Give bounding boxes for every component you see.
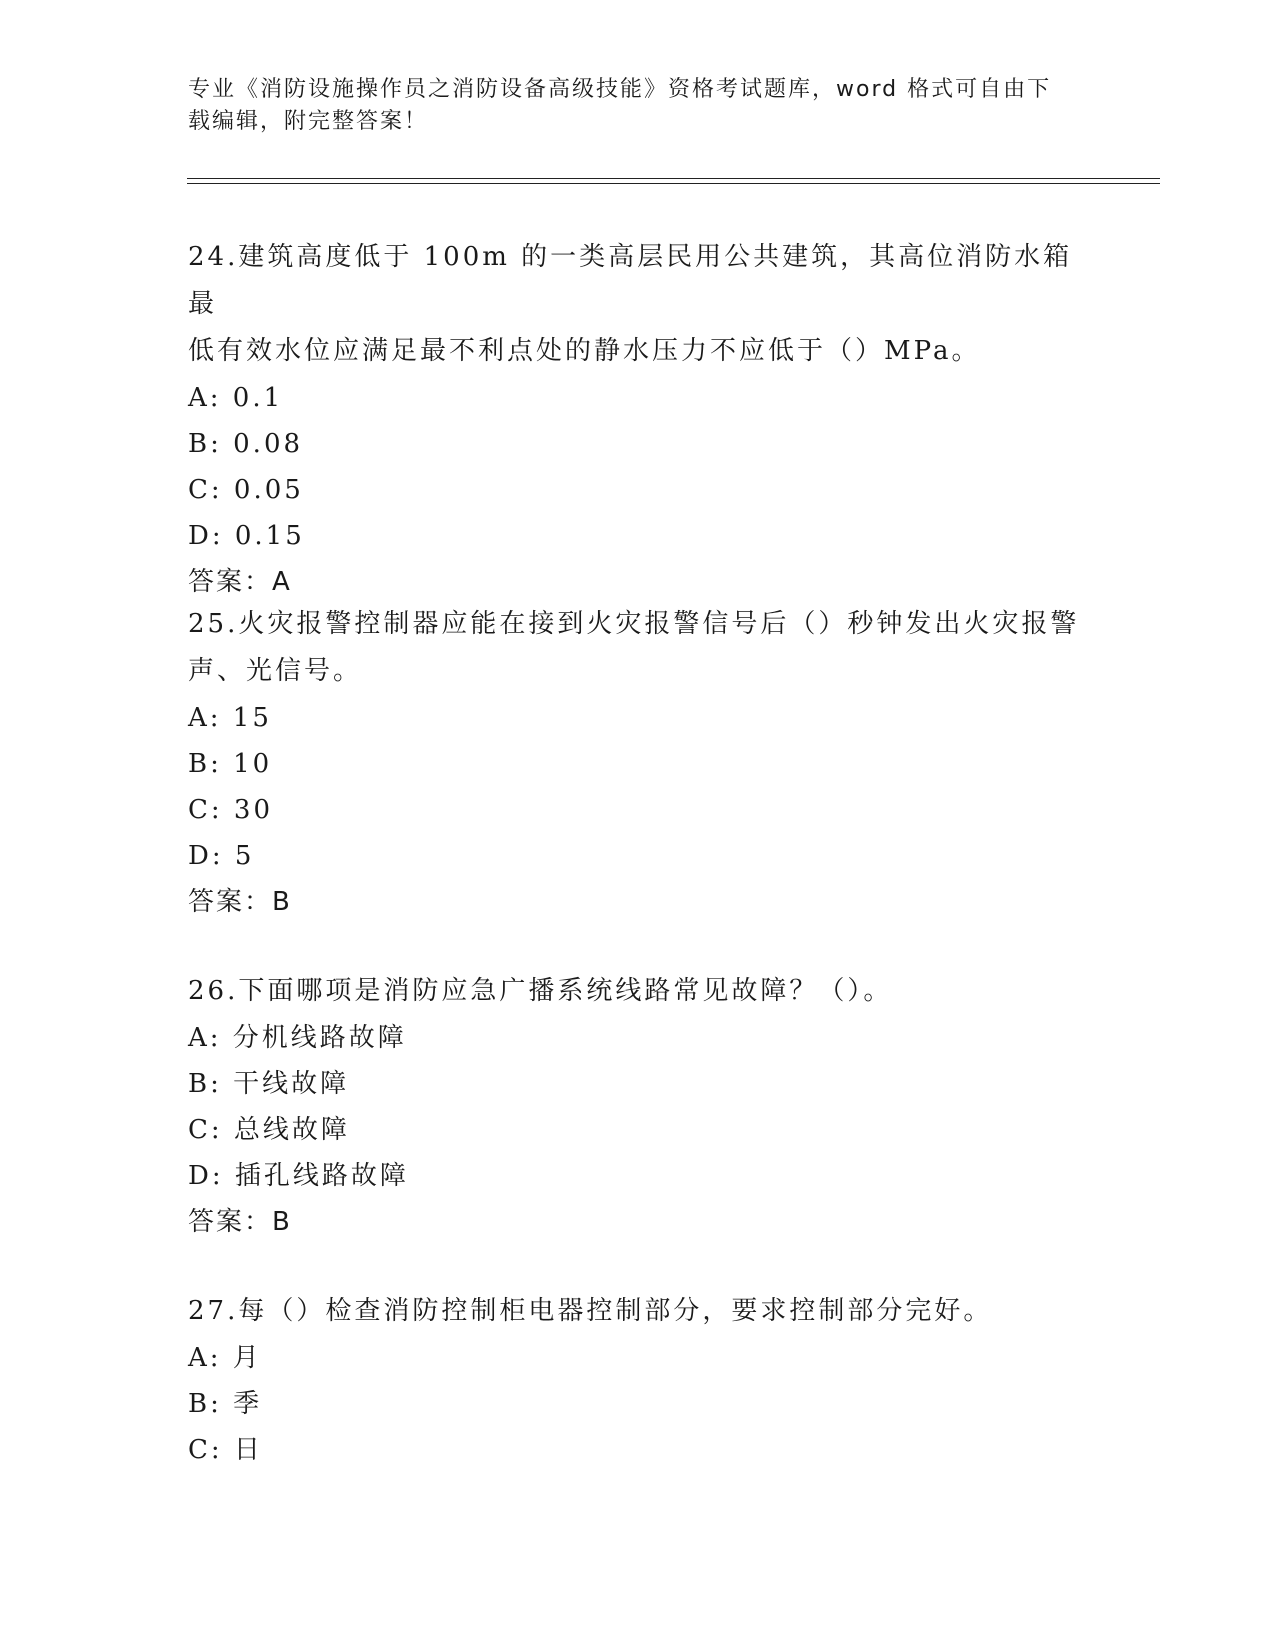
header-divider-top [187,178,1160,179]
answer-line: 答案：B [188,1207,292,1237]
question-stem-line: 声、光信号。 [188,656,363,686]
answer-line: 答案：B [188,887,292,917]
option-c: C: 30 [188,795,274,825]
option-b: B: 季 [188,1389,263,1419]
header-divider-bottom [187,183,1160,184]
header-line-2: 载编辑，附完整答案！ [188,109,429,134]
option-b: B: 干线故障 [188,1069,350,1099]
document-header [188,74,1068,138]
question-stem-line: 26.下面哪项是消防应急广播系统线路常见故障？（）。 [188,976,893,1006]
question-25 [188,601,1088,925]
question-27 [188,1288,1088,1473]
option-b: B: 10 [188,749,273,779]
question-stem-line: 27.每（）检查消防控制柜电器控制部分，要求控制部分完好。 [188,1296,993,1326]
option-b: B: 0.08 [188,429,304,459]
question-26 [188,968,1088,1245]
question-stem-line: 低有效水位应满足最不利点处的静水压力不应低于（）MPa。 [188,336,981,366]
option-a: A: 0.1 [188,383,284,413]
answer-line: 答案：A [188,567,292,597]
option-c: C: 总线故障 [188,1115,350,1145]
option-d: D: 5 [188,841,255,871]
option-c: C: 0.05 [188,475,304,505]
question-stem-line: 25.火灾报警控制器应能在接到火灾报警信号后（）秒钟发出火灾报警 [188,609,1080,639]
option-a: A: 15 [188,703,272,733]
question-24 [188,234,1088,605]
option-a: A: 月 [188,1343,262,1373]
option-a: A: 分机线路故障 [188,1023,407,1053]
question-stem-line: 24.建筑高度低于 100m 的一类高层民用公共建筑，其高位消防水箱最 [188,242,1073,319]
option-d: D: 0.15 [188,521,305,551]
option-d: D: 插孔线路故障 [188,1161,409,1191]
header-line-1: 专业《消防设施操作员之消防设备高级技能》资格考试题库，word 格式可自由下 [188,77,1052,102]
option-c: C: 日 [188,1435,263,1465]
